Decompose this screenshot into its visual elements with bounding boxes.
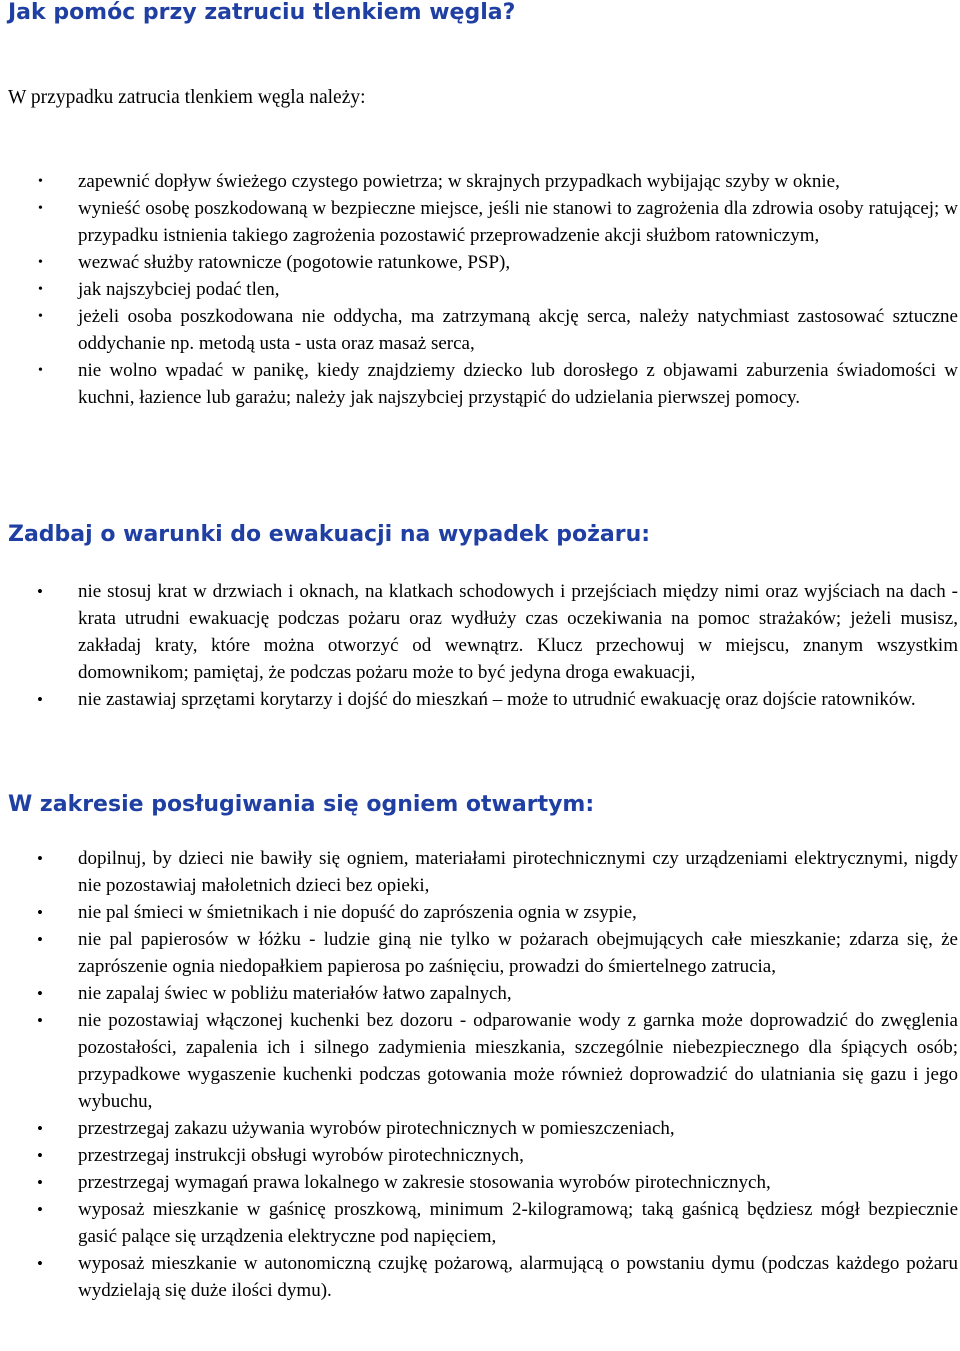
list-item <box>0 980 960 1007</box>
bullet-icon: • <box>38 282 43 297</box>
list-item-text: nie stosuj krat w drzwiach i oknach, na klatkach schodowych i przejściach między nimi oraz wyjściach na dach - krata utrudni ewakuację podczas pożaru oraz wydłuży czas oczekiwania na pomoc strażaków; jeżeli musisz, zakładaj kraty, które można otworzyć od wewnątrz. Klucz przechowuj w miejscu, znanym wszystkim domownikom; pamiętaj, że podczas pożaru może to być jedyna droga ewakuacji, <box>78 581 958 683</box>
bullet-icon: • <box>38 201 43 216</box>
list-item <box>0 1007 960 1115</box>
bullet-icon: • <box>37 690 43 709</box>
bullet-icon: • <box>37 1173 43 1192</box>
list-item <box>0 168 960 195</box>
list-item <box>0 686 960 713</box>
bullet-icon: • <box>38 255 43 270</box>
list-item-text: nie wolno wpadać w panikę, kiedy znajdziemy dziecko lub dorosłego z objawami zaburzenia świadomości w kuchni, łazience lub garażu; należy jak najszybciej przystąpić do udzielania pierwszej pomocy. <box>78 360 958 408</box>
list-item <box>0 303 960 357</box>
bullet-icon: • <box>37 1200 43 1219</box>
list-item <box>0 276 960 303</box>
bullet-icon: • <box>37 903 43 922</box>
list-item-text: nie zapalaj świec w pobliżu materiałów łatwo zapalnych, <box>78 983 512 1004</box>
list-item <box>0 1115 960 1142</box>
list-item-text: przestrzegaj zakazu używania wyrobów pirotechnicznych w pomieszczeniach, <box>78 1118 675 1139</box>
bullet-icon: • <box>37 849 43 868</box>
bullet-icon: • <box>37 582 43 601</box>
list-item-text: jeżeli osoba poszkodowana nie oddycha, ma zatrzymaną akcję serca, należy natychmiast zastosować sztuczne oddychanie np. metodą usta - usta oraz masaż serca, <box>78 306 958 354</box>
bullet-icon: • <box>38 309 43 324</box>
list-item-text: przestrzegaj instrukcji obsługi wyrobów pirotechnicznych, <box>78 1145 524 1166</box>
list-item <box>0 1142 960 1169</box>
list-item <box>0 1169 960 1196</box>
list-item-text: dopilnuj, by dzieci nie bawiły się ogniem, materiałami pirotechnicznymi czy urządzeniami elektrycznymi, nigdy nie pozostawiaj małoletnich dzieci bez opieki, <box>78 848 958 896</box>
list-item <box>0 899 960 926</box>
list-item-text: jak najszybciej podać tlen, <box>78 279 280 300</box>
list-item <box>0 357 960 411</box>
section-heading-open-fire: W zakresie posługiwania się ogniem otwartym: <box>8 792 595 817</box>
bullet-icon: • <box>37 1146 43 1165</box>
list-item <box>0 1250 960 1304</box>
list-item <box>0 926 960 980</box>
list-item-text: przestrzegaj wymagań prawa lokalnego w zakresie stosowania wyrobów pirotechnicznych, <box>78 1172 771 1193</box>
list-item-text: nie pal papierosów w łóżku - ludzie giną nie tylko w pożarach obejmujących całe mieszkanie; zdarza się, że zaprószenie ognia niedopałkiem papierosa po zaśnięciu, prowadzi do śmiertelnego zatrucia, <box>78 929 958 977</box>
evacuation-list <box>0 578 960 713</box>
bullet-icon: • <box>38 363 43 378</box>
bullet-icon: • <box>37 1119 43 1138</box>
section-heading-evacuation: Zadbaj o warunki do ewakuacji na wypadek pożaru: <box>8 522 651 547</box>
list-item <box>0 249 960 276</box>
first-aid-list <box>0 168 960 411</box>
list-item-text: zapewnić dopływ świeżego czystego powietrza; w skrajnych przypadkach wybijając szyby w oknie, <box>78 171 840 192</box>
bullet-icon: • <box>37 1254 43 1273</box>
section-intro: W przypadku zatrucia tlenkiem węgla należy: <box>8 87 366 108</box>
bullet-icon: • <box>37 984 43 1003</box>
list-item-text: nie pal śmieci w śmietnikach i nie dopuść do zaprószenia ognia w zsypie, <box>78 902 637 923</box>
list-item <box>0 195 960 249</box>
list-item-text: wyposaż mieszkanie w autonomiczną czujkę pożarową, alarmującą o powstaniu dymu (podczas każdego pożaru wydzielają się duże ilości dymu). <box>78 1253 958 1301</box>
list-item-text: nie pozostawiaj włączonej kuchenki bez dozoru - odparowanie wody z garnka może doprowadzić do zwęglenia pozostałości, zapalenia ich i silnego zadymienia mieszkania, szczególnie niebezpiecznego dla śpiących osób; przypadkowe wygaszenie kuchenki podczas gotowania może również doprowadzić do ulatniania się gazu i jego wybuchu, <box>78 1010 958 1112</box>
list-item-text: nie zastawiaj sprzętami korytarzy i dojść do mieszkań – może to utrudnić ewakuację oraz dojście ratowników. <box>78 689 916 710</box>
list-item-text: wezwać służby ratownicze (pogotowie ratunkowe, PSP), <box>78 252 511 273</box>
list-item <box>0 845 960 899</box>
list-item <box>0 578 960 686</box>
open-fire-list <box>0 845 960 1304</box>
bullet-icon: • <box>37 930 43 949</box>
list-item-text: wynieść osobę poszkodowaną w bezpieczne miejsce, jeśli nie stanowi to zagrożenia dla zdrowia osoby ratującej; w przypadku istnienia takiego zagrożenia pozostawić przeprowadzenie akcji służbom ratowniczym, <box>78 198 958 246</box>
bullet-icon: • <box>38 174 43 189</box>
list-item-text: wyposaż mieszkanie w gaśnicę proszkową, minimum 2-kilogramową; taką gaśnicą będziesz mógł bezpiecznie gasić palące się urządzenia elektryczne pod napięciem, <box>78 1199 958 1247</box>
bullet-icon: • <box>37 1011 43 1030</box>
section-heading-carbon-monoxide: Jak pomóc przy zatruciu tlenkiem węgla? <box>8 0 516 25</box>
list-item <box>0 1196 960 1250</box>
